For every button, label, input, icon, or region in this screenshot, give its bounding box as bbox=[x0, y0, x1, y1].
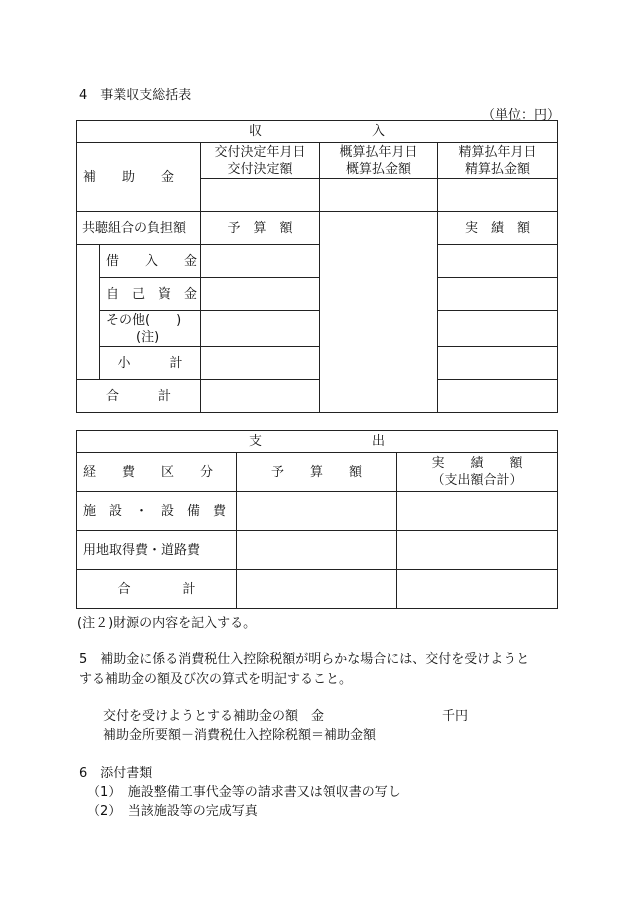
subsidy-col3-header bbox=[438, 143, 558, 179]
facility-actual-cell bbox=[397, 492, 558, 531]
section6-item-2: （2） 当該施設等の完成写真 bbox=[87, 804, 258, 819]
subsidy-settlement-amount-cell bbox=[438, 179, 558, 212]
subsidy-col1-header bbox=[201, 143, 320, 179]
section6-item-1: （1） 施設整備工事代金等の請求書又は領収書の写し bbox=[87, 785, 401, 800]
subtotal-budget-cell bbox=[201, 347, 320, 380]
income-total-label: 合 計 bbox=[77, 380, 201, 413]
expense-header-right: 出 bbox=[372, 434, 386, 449]
income-header bbox=[77, 121, 558, 143]
formula1-unit: 千円 bbox=[442, 709, 469, 724]
loan-label: 借 入 金 bbox=[100, 245, 201, 278]
expense-total-label: 合 計 bbox=[77, 570, 237, 609]
burden-budget-label: 予 算 額 bbox=[201, 212, 320, 245]
land-label: 用地取得費・道路費 bbox=[77, 531, 237, 570]
own-funds-budget-cell bbox=[201, 278, 320, 311]
formula2: 補助金所要額－消費税仕入控除税額＝補助金額 bbox=[103, 728, 377, 743]
expense-table bbox=[76, 430, 558, 609]
subsidy-approx-amount-cell bbox=[320, 179, 438, 212]
income-header-left: 収 bbox=[248, 124, 262, 139]
subsidy-label: 補 助 金 bbox=[77, 143, 201, 212]
other-line1: その他( ) bbox=[106, 312, 182, 328]
subtotal-actual-cell bbox=[438, 347, 558, 380]
note-2: (注２)財源の内容を記入する。 bbox=[77, 616, 257, 631]
subtotal-label: 小 計 bbox=[100, 347, 201, 380]
own-funds-label: 自 己 資 金 bbox=[100, 278, 201, 311]
burden-label: 共聴組合の負担額 bbox=[77, 212, 201, 245]
subsidy-col2-header bbox=[320, 143, 438, 179]
other-actual-cell bbox=[438, 311, 558, 347]
land-actual-cell bbox=[397, 531, 558, 570]
land-budget-cell bbox=[237, 531, 397, 570]
col1-line1: 交付決定年月日 bbox=[214, 144, 306, 160]
expense-category-label: 経 費 区 分 bbox=[77, 453, 237, 492]
section4-title: 4 事業収支総括表 bbox=[79, 88, 192, 103]
indent-cell bbox=[77, 245, 100, 380]
other-line2: (注) bbox=[136, 329, 160, 345]
facility-label: 施 設 ・ 設 備 費 bbox=[77, 492, 237, 531]
expense-total-actual-cell bbox=[397, 570, 558, 609]
income-header-right: 入 bbox=[372, 124, 386, 139]
col2-line1: 概算払年月日 bbox=[339, 144, 418, 160]
col2-line2: 概算払金額 bbox=[345, 161, 411, 177]
burden-blank-column bbox=[320, 212, 438, 413]
section5-line1: 5 補助金に係る消費税仕入控除税額が明らかな場合には、交付を受けようと bbox=[79, 652, 530, 667]
loan-actual-cell bbox=[438, 245, 558, 278]
col3-line2: 精算払金額 bbox=[464, 161, 530, 177]
other-label bbox=[100, 311, 201, 347]
expense-header-left: 支 bbox=[248, 434, 262, 449]
income-table bbox=[76, 120, 558, 413]
expense-total-budget-cell bbox=[237, 570, 397, 609]
col3-line1: 精算払年月日 bbox=[458, 144, 537, 160]
facility-budget-cell bbox=[237, 492, 397, 531]
burden-actual-label: 実 績 額 bbox=[438, 212, 558, 245]
section5-line2: する補助金の額及び次の算式を明記すること。 bbox=[79, 672, 353, 687]
expense-header bbox=[77, 431, 558, 453]
section6-title: 6 添付書類 bbox=[79, 766, 153, 781]
income-total-budget-cell bbox=[201, 380, 320, 413]
expense-actual-line1: 実 績 額 bbox=[431, 456, 523, 471]
expense-budget-label: 予 算 額 bbox=[237, 453, 397, 492]
formula1-label: 交付を受けようとする補助金の額 金 bbox=[103, 709, 325, 724]
unit-label: （単位：円） bbox=[482, 108, 561, 123]
own-funds-actual-cell bbox=[438, 278, 558, 311]
subsidy-decision-amount-cell bbox=[201, 179, 320, 212]
expense-actual-line2: （支出額合計） bbox=[431, 473, 523, 488]
loan-budget-cell bbox=[201, 245, 320, 278]
col1-line2: 交付決定額 bbox=[227, 161, 293, 177]
expense-actual-header bbox=[397, 453, 558, 492]
income-total-actual-cell bbox=[438, 380, 558, 413]
other-budget-cell bbox=[201, 311, 320, 347]
